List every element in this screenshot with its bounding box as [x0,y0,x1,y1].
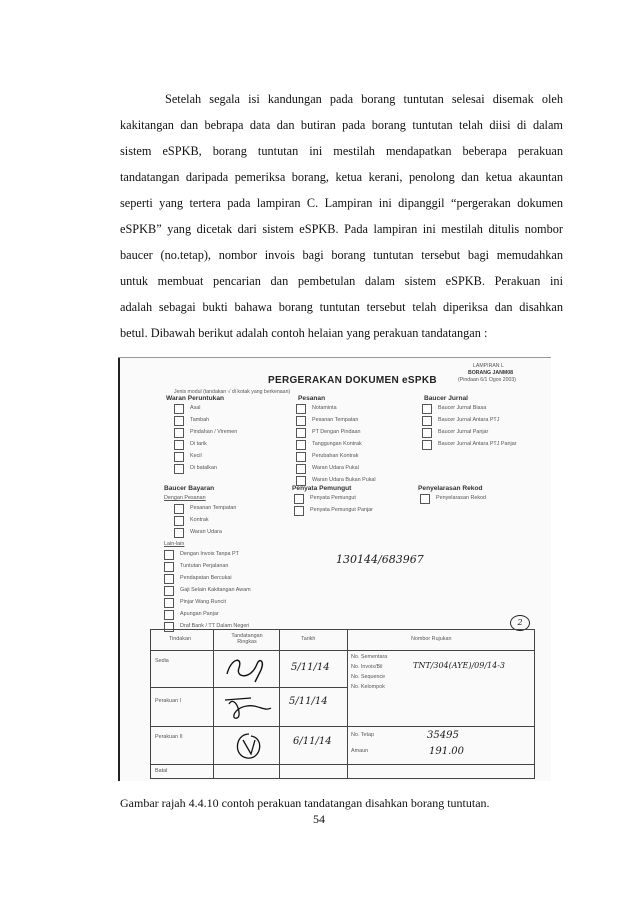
handwritten-date: 5/11/14 [289,696,328,707]
lampiran-label: LAMPIRAN L [473,363,504,369]
ref-label: No. Invois/Bil [351,664,383,670]
table-header: Tindakan [169,636,191,642]
paragraph-line: betul. Dibawah berikut adalah contoh helaian yang perakuan tandatangan : [120,326,488,340]
checkbox[interactable] [296,428,306,438]
table-header: Tandatangan Ringkas [231,633,263,645]
checkbox[interactable] [174,440,184,450]
checkbox[interactable] [164,610,174,620]
paragraph-line: adalah sebagai bukti bahawa borang tuntutan tersebut telah diperiksa dan disahkan [120,300,563,314]
section-title-waran: Waran Peruntukan [166,395,225,402]
paragraph-line: kakitangan dan bebrapa data dan butiran pada borang tuntutan telah diisi di dalam [120,118,563,132]
table-header: Tarikh [301,636,316,642]
checkbox-label: Pinjar Wang Runcit [180,599,226,605]
checkbox[interactable] [294,494,304,504]
handwritten-date: 5/11/14 [291,662,330,673]
table-divider [279,630,280,778]
checkbox[interactable] [174,416,184,426]
pindaan-label: (Pindaan 6/1 Ogos 2003) [458,377,516,383]
borang-code: BORANG JANM08 [468,370,513,376]
handwritten-amaun: 191.00 [429,746,464,757]
checkbox-label: Baucer Jurnal Antara PTJ Panjar [438,441,517,447]
checkbox[interactable] [420,494,430,504]
section-title-lain: Lain-lain [164,541,185,547]
checkbox-label: Waran Udara Pukal [312,465,359,471]
checkbox-label: Tuntutan Perjalanan [180,563,229,569]
table-divider [151,764,534,765]
checkbox-label: Tanggungan Kontrak [312,441,362,447]
handwritten-invois: TNT/304(AYE)/09/14-3 [413,661,505,670]
checkbox-label: Draf Bank / TT Dalam Negeri [180,623,250,629]
checkbox-label: Pindahan / Viremen [190,429,238,435]
checkbox[interactable] [296,452,306,462]
checkbox[interactable] [164,562,174,572]
checkbox-label: Baucer Jurnal Panjar [438,429,489,435]
paragraph-line: seperti yang tertera pada lampiran C. Lampiran ini dipanggil “pergerakan dokumen [120,196,563,210]
paragraph-line: tandatangan daripada pemeriksa borang, ketua kerani, penolong dan ketua akauntan [120,170,563,184]
checkbox-label: Perubahan Kontrak [312,453,359,459]
checkbox[interactable] [164,550,174,560]
signature-image [221,690,275,722]
checkbox[interactable] [422,404,432,414]
section-title-penyelarasan: Penyelarasan Rekod [418,485,483,492]
table-row-label: Sedia [155,658,169,664]
checkbox[interactable] [294,506,304,516]
ref-label: No. Sementara [351,654,388,660]
checkbox[interactable] [174,528,184,538]
table-row-label: Perakuan II [155,734,183,740]
section-title-penyata: Penyata Pemungut [292,485,352,492]
section-title-baucer-bayaran: Baucer Bayaran [164,485,215,492]
section-title-pesanan: Pesanan [298,395,326,402]
checkbox-label: Di tarik [190,441,207,447]
checkbox[interactable] [164,598,174,608]
table-header: Nombor Rujukan [411,636,452,642]
checkbox[interactable] [174,404,184,414]
checkbox[interactable] [174,428,184,438]
checkbox[interactable] [422,428,432,438]
checkbox[interactable] [296,440,306,450]
checkbox[interactable] [296,404,306,414]
checkbox-label: Kecil [190,453,202,459]
section-subtitle: Dengan Pesanan [164,495,206,501]
signature-image [221,654,275,684]
scan-edge [118,357,551,358]
checkbox[interactable] [174,464,184,474]
checkbox-label: Pesanan Tempatan [190,505,237,511]
checkbox-label: PT Dengan Pindaan [312,429,361,435]
paragraph-line: Setelah segala isi kandungan pada borang tuntutan selesai disemak oleh [165,92,563,106]
checkbox-label: Dengan Invois Tanpa PT [180,551,239,557]
checkbox[interactable] [164,574,174,584]
checkbox-label: Baucer Jurnal Biasa [438,405,487,411]
table-row-label: Batal [155,768,168,774]
checkbox[interactable] [422,440,432,450]
checkbox-label: Di batalkan [190,465,217,471]
checkbox-label: Waran Udara Bukan Pukal [312,477,376,483]
checkbox[interactable] [296,464,306,474]
table-divider [151,726,534,727]
table-divider [347,630,348,778]
table-row-label: Perakuan I [155,698,182,704]
checkbox-label: Penyelarasan Rekod [436,495,487,501]
handwritten-date: 6/11/14 [293,736,332,747]
scanned-form-image [118,357,551,781]
approval-table [150,629,535,779]
ref-label: No. Sequence [351,674,386,680]
paragraph-line: baucer (no.tetap), nombor invois bagi borang tuntutan tersebut bagi memudahkan [120,248,563,262]
signature-image [229,730,269,762]
handwritten-reference: 130144/683967 [336,553,424,566]
form-title: PERGERAKAN DOKUMEN eSPKB [268,375,437,386]
checkbox-label: Asal [190,405,201,411]
checkbox-label: Penyata Pemungut [310,495,356,501]
checkbox[interactable] [164,586,174,596]
checkbox-label: Pesanan Tempatan [312,417,359,423]
paragraph-line: untuk membuat pencarian dan pembetulan dalam sistem eSPKB. Perakuan ini [120,274,563,288]
checkbox[interactable] [174,452,184,462]
ref-label: Amaun [351,748,369,754]
checkbox-label: Baucer Jurnal Antara PTJ [438,417,500,423]
checkbox-label: Waran Udara [190,529,222,535]
paragraph-line: sistem eSPKB, borang tuntutan ini mestilah mendapatkan beberapa perakuan [120,144,563,158]
checkbox-label: Gaji Selain Kakitangan Awam [180,587,251,593]
checkbox-label: Penyata Pemungut Panjar [310,507,373,513]
checkbox[interactable] [174,516,184,526]
table-divider [213,630,214,778]
table-divider [151,687,347,688]
checkbox-label: Apungan Panjar [180,611,219,617]
checkbox[interactable] [174,504,184,514]
ref-label: No. Tetap [351,732,374,738]
table-divider [151,650,534,651]
circled-mark: 2 [510,615,530,631]
checkbox[interactable] [296,416,306,426]
checkbox-label: Pendapatan Bercukai [180,575,232,581]
form-instruction: Jenis modul (tandakan √ di kotak yang berkenaan) [174,389,291,395]
section-title-baucer-jurnal: Baucer Jurnal [424,395,468,402]
ref-label: No. Kelompok [351,684,385,690]
checkbox-label: Tambah [190,417,210,423]
scan-edge [118,357,120,781]
checkbox[interactable] [422,416,432,426]
figure-caption: Gambar rajah 4.4.10 contoh perakuan tandatangan disahkan borang tuntutan. [120,796,490,810]
handwritten-no-tetap: 35495 [427,730,459,741]
paragraph-line: eSPKB” yang dicetak dari sistem eSPKB. Pada lampiran ini mestilah ditulis nombor [120,222,563,236]
checkbox-label: Kontrak [190,517,209,523]
page-number: 54 [313,812,325,826]
checkbox-label: Notaminta [312,405,337,411]
